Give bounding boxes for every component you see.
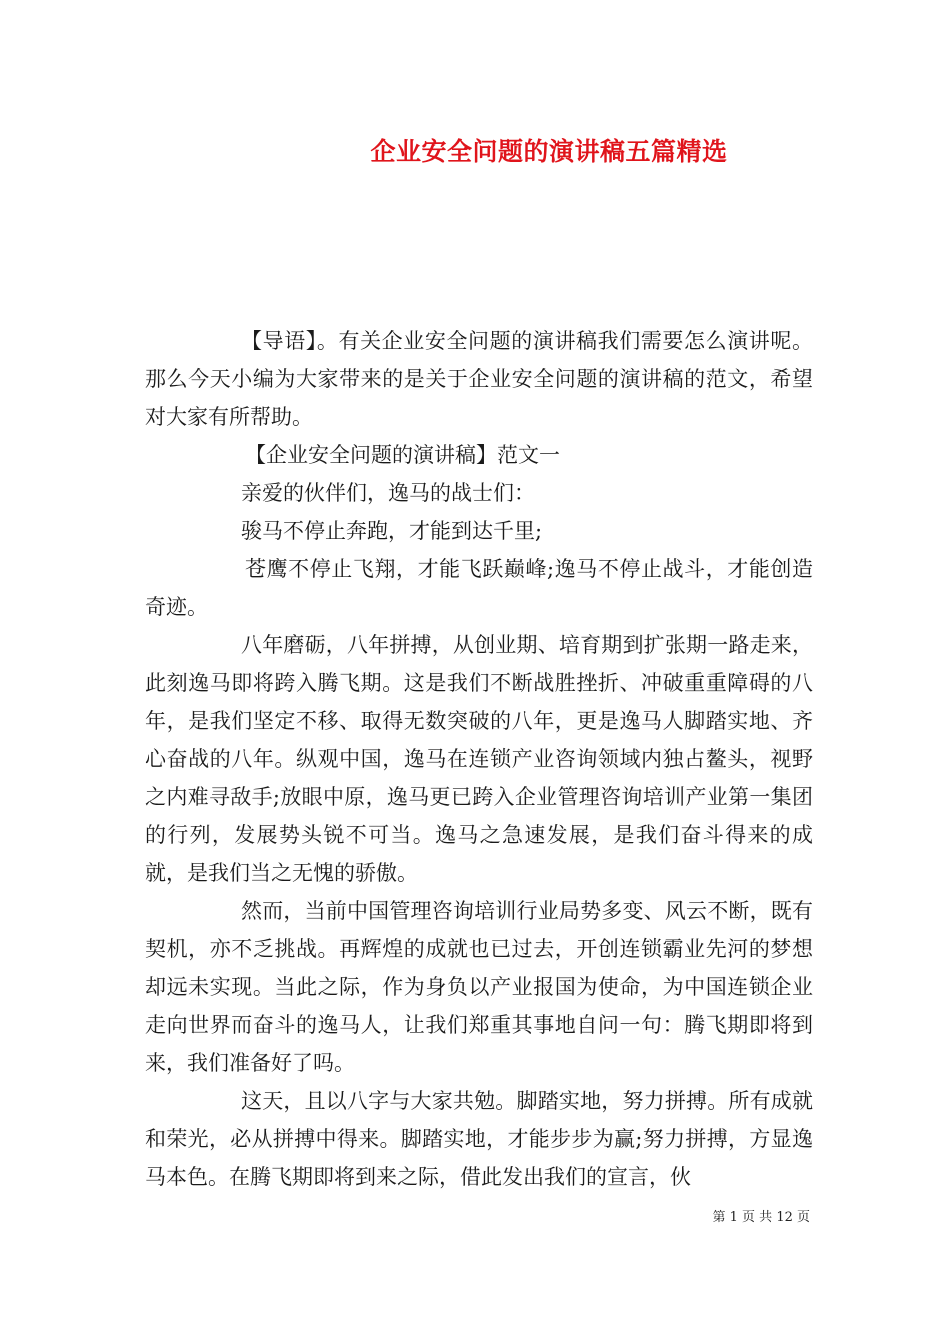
paragraph-body: 这天，且以八字与大家共勉。脚踏实地，努力拼搏。所有成就和荣光，必从拼搏中得来。脚踏实地，才能步步为赢;努力拼搏，方显逸马本色。在腾飞期即将到来之际，借此发出我们的宣言，伙 bbox=[145, 1089, 813, 1189]
paragraph-line: 骏马不停止奔跑，才能到达千里; bbox=[241, 519, 543, 543]
paragraph-intro: 【导语】。有关企业安全问题的演讲稿我们需要怎么演讲呢。那么今天小编为大家带来的是关于企业安全问题的演讲稿的范文，希望对大家有所帮助。 bbox=[145, 329, 813, 429]
document-title: 企业安全问题的演讲稿五篇精选 bbox=[370, 137, 728, 166]
paragraph-greeting: 亲爱的伙伴们，逸马的战士们： bbox=[241, 481, 535, 505]
paragraph-line: 苍鹰不停止飞翔，才能飞跃巅峰;逸马不停止战斗，才能创造奇迹。 bbox=[145, 557, 813, 619]
paragraph-body: 八年磨砺，八年拼搏，从创业期、培育期到扩张期一路走来，此刻逸马即将跨入腾飞期。这是我们不断战胜挫折、冲破重重障碍的八年，是我们坚定不移、取得无数突破的八年，更是逸马人脚踏实地、齐心奋战的八年。纵观中国，逸马在连锁产业咨询领域内独占鳌头，视野之内难寻敌手;放眼中原，逸马更已跨入企业管理咨询培训产业第一集团的行列，发展势头锐不可当。逸马之急速发展，是我们奋斗得来的成就，是我们当之无愧的骄傲。 bbox=[145, 633, 813, 885]
paragraph-section-heading: 【企业安全问题的演讲稿】范文一 bbox=[245, 443, 560, 467]
page-number: 第 1 页 共 12 页 bbox=[712, 1210, 810, 1225]
document-body bbox=[145, 322, 813, 1196]
paragraph-body: 然而，当前中国管理咨询培训行业局势多变、风云不断，既有契机，亦不乏挑战。再辉煌的成就也已过去，开创连锁霸业先河的梦想却远未实现。当此之际，作为身负以产业报国为使命，为中国连锁企业走向世界而奋斗的逸马人，让我们郑重其事地自问一句：腾飞期即将到来，我们准备好了吗。 bbox=[145, 899, 813, 1075]
